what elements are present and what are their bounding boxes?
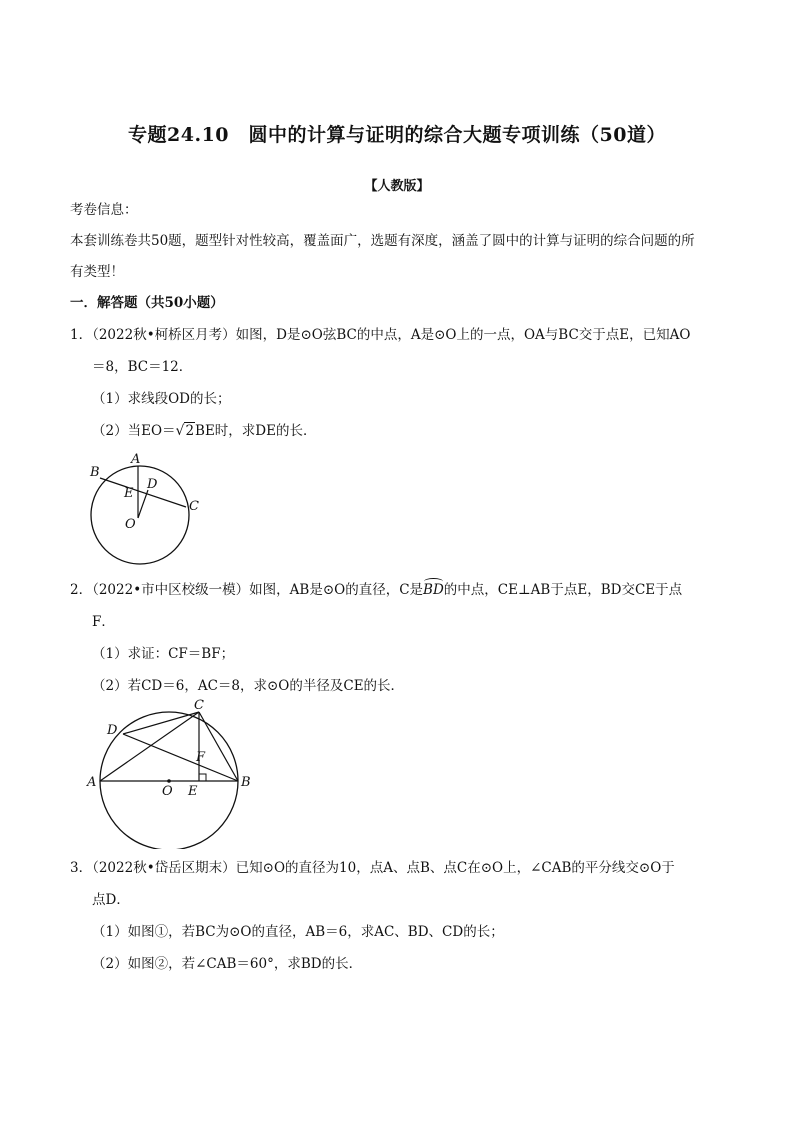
q2-line-1-prefix: 2．（2022•市中区校级一模）如图，AB是⊙O的直径，C是 [70,582,424,598]
edition-label: 【人教版】 [364,179,430,194]
info-label: 考卷信息： [70,202,138,218]
q1-circle [91,466,189,564]
intro-line-1: 本套训练卷共50题，题型针对性较高，覆盖面广，选题有深度，涵盖了圆中的计算与证明的综合问题的所 [70,233,695,249]
q1-part-1: （1）求线段OD的长； [92,391,231,407]
q2-part-2: （2）若CD＝6，AC＝8，求⊙O的半径及CE的长． [92,678,405,694]
page-title: 专题24.10 圆中的计算与证明的综合大题专项训练（50道） [128,124,666,146]
q2-part-1: （1）求证：CF＝BF； [92,646,235,662]
q2-center-point [167,779,171,783]
q2-right-angle-mark [199,774,206,781]
q3-line-1: 3．（2022秋•岱岳区期末）已知⊙O的直径为10，点A、点B、点C在⊙O上，∠CAB的平分线交⊙O于 [70,860,675,876]
intro-line-2: 有类型！ [70,264,124,280]
q1-part-2-radicand: 2 [185,423,195,439]
q2-segment-dc [123,712,199,734]
q2-figure [85,697,260,849]
q2-line-1 [70,580,682,600]
q1-label-a: A [131,452,141,467]
q2-label-d: D [107,723,118,738]
q1-part-2-suffix: BE时，求DE的长． [195,423,317,439]
q1-line-1: 1．（2022秋•柯桥区月考）如图，D是⊙O弦BC的中点，A是⊙O上的一点，OA与BC交于点E，已知AO [70,327,691,343]
q2-arc-bd [423,580,444,600]
q2-label-e: E [188,784,198,799]
q1-line-2: ＝8，BC＝12． [92,359,193,375]
arc-icon [424,578,443,585]
q2-segment-db [123,734,238,781]
q1-segment-od [138,490,148,518]
q2-label-f: F [196,750,206,765]
q2-line-1-suffix: 的中点，CE⊥AB于点E，BD交CE于点 [443,582,683,598]
q3-line-2: 点D． [92,892,130,908]
q3-part-2: （2）如图②，若∠CAB＝60°，求BD的长． [92,956,363,972]
q1-label-c: C [189,499,199,514]
sqrt-icon: √ [175,423,185,439]
q2-label-o: O [162,784,173,799]
q2-segment-cb [199,712,238,781]
q1-figure [85,450,215,570]
q1-part-2-prefix: （2）当EO＝ [92,423,176,439]
q1-label-o: O [125,517,136,532]
q2-label-b: B [241,775,251,790]
q1-label-e: E [124,486,134,501]
q2-label-c: C [194,698,204,713]
section-heading: 一．解答题（共50小题） [70,295,224,311]
q2-label-a: A [87,775,97,790]
q1-part-2 [92,421,317,441]
q1-label-d: D [147,477,158,492]
q3-part-1: （1）如图①，若BC为⊙O的直径，AB＝6，求AC、BD、CD的长； [92,924,504,940]
q1-label-b: B [90,465,100,480]
q2-arc-label: BD [423,582,444,598]
q2-line-2: F． [92,614,115,630]
